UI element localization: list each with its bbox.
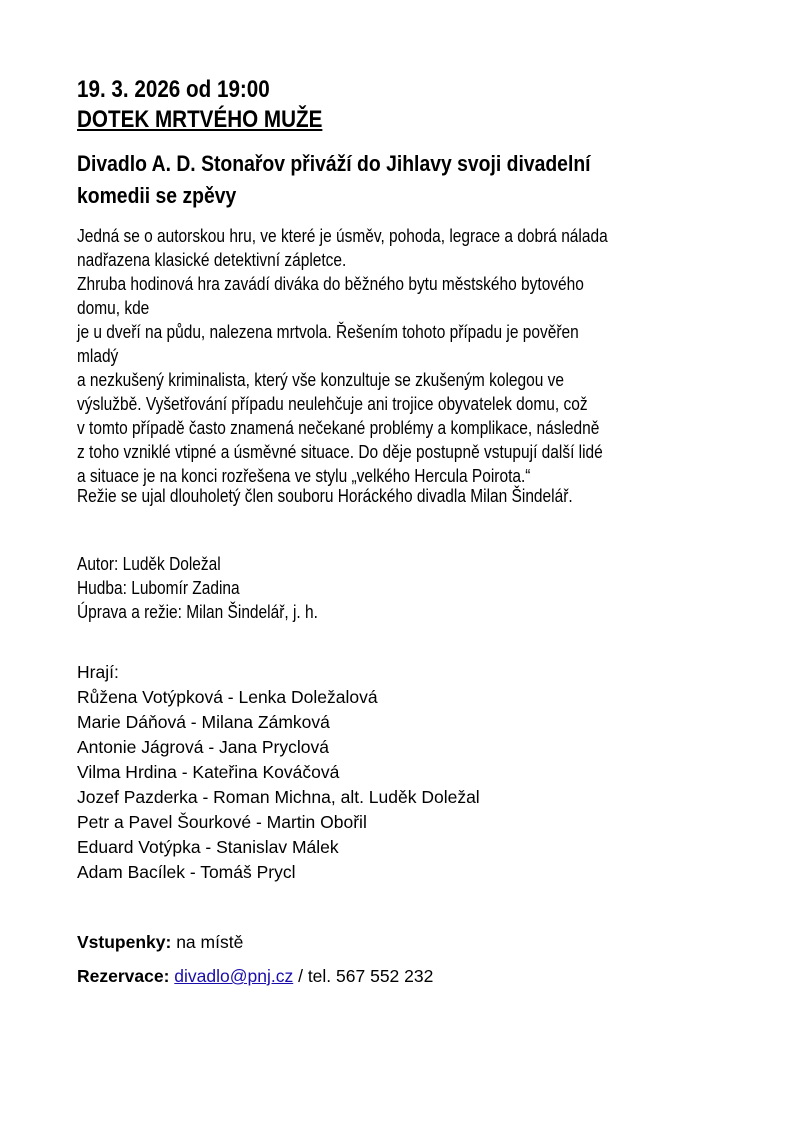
description-paragraph [77, 224, 608, 488]
cast-member: Petr a Pavel Šourkové - Martin Obořil [77, 812, 367, 832]
cast-heading: Hrají: [77, 662, 119, 682]
reservation-info [77, 964, 433, 988]
event-date-time: 19. 3. 2026 od 19:00 [77, 76, 270, 103]
credit-music: Hudba: Lubomír Zadina [77, 578, 240, 598]
description-line: mladý [77, 346, 119, 366]
description-line: Jedná se o autorskou hru, ve které je úsměv, pohoda, legrace a dobrá nálada [77, 226, 608, 246]
description-line: je u dveří na půdu, nalezena mrtvola. Řešením tohoto případu je pověřen [77, 322, 579, 342]
cast-list [77, 660, 480, 885]
cast-member: Marie Dáňová - Milana Zámková [77, 712, 330, 732]
event-title: DOTEK MRTVÉHO MUŽE [77, 106, 323, 133]
description-line: a nezkušený kriminalista, který vše konzultuje se zkušeným kolegou ve [77, 370, 564, 390]
tickets-info [77, 930, 243, 954]
description-line: v tomto případě často znamená nečekané problémy a komplikace, následně [77, 418, 600, 438]
tickets-value: na místě [171, 932, 244, 952]
reservation-email-link[interactable]: divadlo@pnj.cz [174, 966, 294, 986]
director-note: Režie se ujal dlouholetý člen souboru Horáckého divadla Milan Šindelář. [77, 486, 573, 506]
description-line: výslužbě. Vyšetřování případu neulehčuje ani trojice obyvatelek domu, což [77, 394, 588, 414]
description-line: nadřazena klasické detektivní zápletce. [77, 250, 347, 270]
event-subtitle [77, 148, 591, 212]
reservation-label: Rezervace: [77, 966, 170, 986]
credit-direction: Úprava a režie: Milan Šindelář, j. h. [77, 602, 318, 622]
description-line: a situace je na konci rozřešena ve stylu „velkého Hercula Poirota.“ [77, 466, 531, 486]
cast-member: Antonie Jágrová - Jana Pryclová [77, 737, 329, 757]
description-line: Zhruba hodinová hra zavádí diváka do běžného bytu městského bytového [77, 274, 584, 294]
subtitle-line: Divadlo A. D. Stonařov přiváží do Jihlavy svoji divadelní [77, 151, 591, 176]
tickets-label: Vstupenky: [77, 932, 172, 952]
credits-list [77, 552, 318, 624]
cast-member: Růžena Votýpková - Lenka Doležalová [77, 687, 378, 707]
credit-author: Autor: Luděk Doležal [77, 554, 221, 574]
cast-member: Adam Bacílek - Tomáš Prycl [77, 862, 296, 882]
description-line: z toho vzniklé vtipné a úsměvné situace. Do děje postupně vstupují další lidé [77, 442, 603, 462]
reservation-phone: / tel. 567 552 232 [293, 966, 434, 986]
description-line: domu, kde [77, 298, 150, 318]
cast-member: Vilma Hrdina - Kateřina Kováčová [77, 762, 340, 782]
subtitle-line: komedii se zpěvy [77, 183, 237, 208]
cast-member: Jozef Pazderka - Roman Michna, alt. Luděk Doležal [77, 787, 480, 807]
cast-member: Eduard Votýpka - Stanislav Málek [77, 837, 339, 857]
